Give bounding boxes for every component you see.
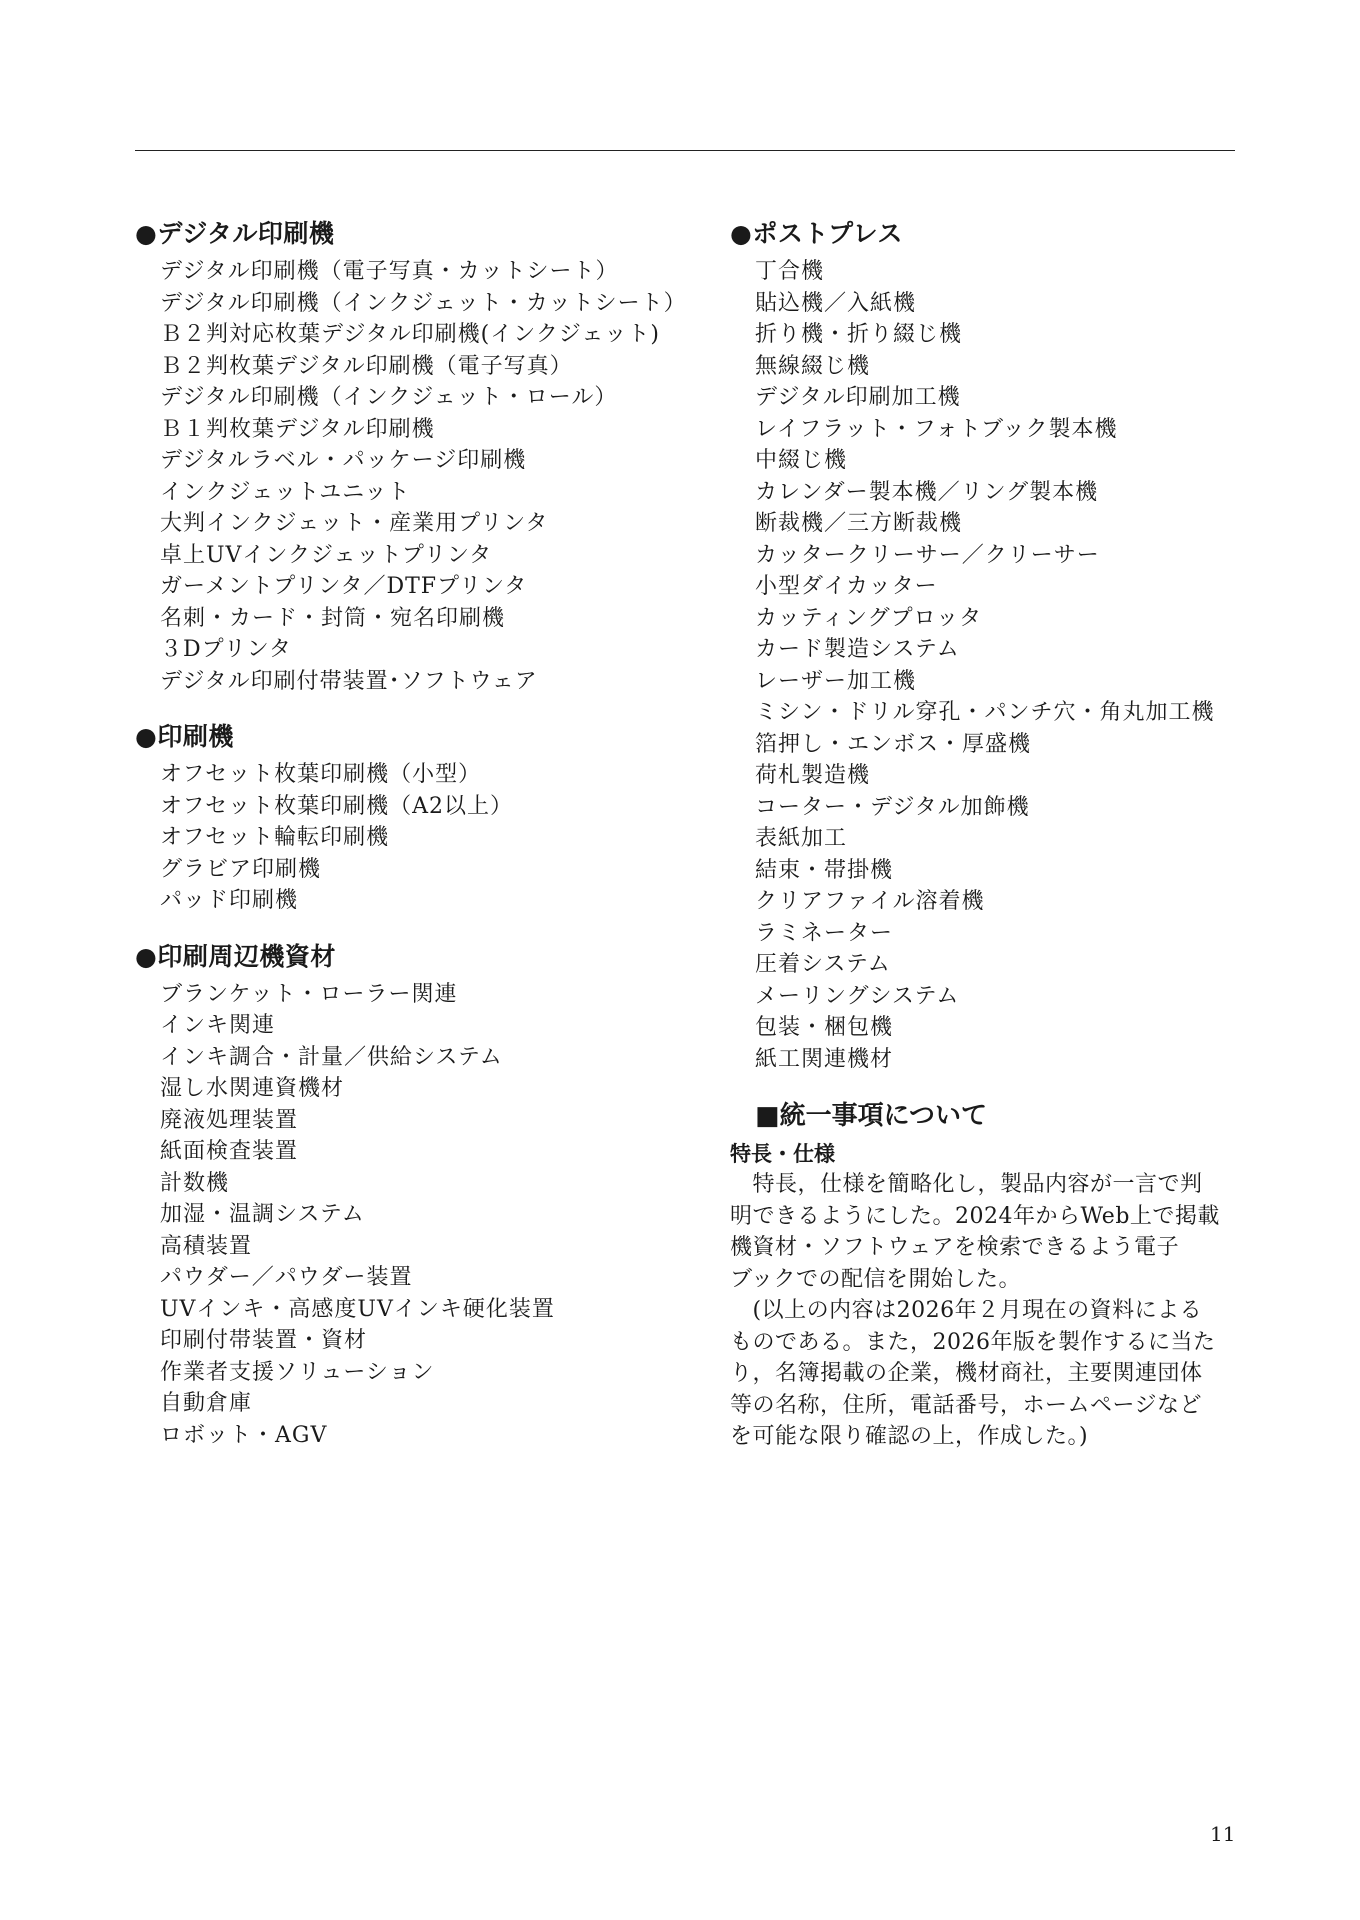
list-item: 小型ダイカッター [755, 574, 938, 599]
list-item: メーリングシステム [755, 983, 960, 1009]
list-item: 名刺・カード・封筒・宛名印刷機 [160, 605, 506, 631]
list-item: 折り機・折り綴じ機 [755, 322, 963, 347]
paragraph-line: 明できるようにした。2024年からWeb上で掲載 [730, 1203, 1220, 1229]
list-item: デジタルラベル・パッケージ印刷機 [160, 448, 527, 473]
list-item: 包装・梱包機 [755, 1015, 894, 1040]
item-list [135, 979, 635, 1452]
list-item: 紙面検査装置 [160, 1139, 299, 1164]
list-item: パッド印刷機 [160, 888, 299, 913]
list-item: オフセット輪転印刷機 [160, 825, 390, 850]
list-item: 貼込機／入紙機 [755, 290, 917, 316]
paragraph-line: を可能な限り確認の上，作成した。) [730, 1424, 1089, 1449]
list-item: 自動倉庫 [160, 1391, 253, 1416]
page-number: 11 [1210, 1822, 1236, 1846]
list-item: カッタークリーサー／クリーサー [755, 542, 1100, 568]
list-item: ３Dプリンタ [160, 637, 292, 662]
list-item: レイフラット・フォトブック製本機 [755, 416, 1118, 442]
item-list [730, 256, 1240, 1075]
list-item: 丁合機 [755, 259, 825, 284]
item-list [135, 256, 687, 697]
paragraph-line: 特長，仕様を簡略化し，製品内容が一言で判 [730, 1172, 1203, 1197]
list-item: インキ調合・計量／供給システム [160, 1044, 503, 1070]
list-item: ラミネーター [755, 920, 894, 946]
paragraph-line: 等の名称，住所，電話番号，ホームページなど [730, 1392, 1203, 1418]
right-column [730, 212, 1240, 1453]
list-item: 加湿・温調システム [160, 1202, 365, 1227]
list-item: グラビア印刷機 [160, 856, 322, 882]
section-heading: ●印刷周辺機資材 [135, 941, 336, 971]
notice-subheading: 特長・仕様 [730, 1142, 835, 1166]
list-item: 表紙加工 [755, 826, 848, 851]
list-item: 荷札製造機 [755, 763, 871, 788]
paragraph-line: 機資材・ソフトウェアを検索できるよう電子 [730, 1235, 1180, 1260]
notice-heading: ■統一事項について [755, 1101, 988, 1131]
list-item: 作業者支援ソリューション [160, 1359, 435, 1385]
list-item: オフセット枚葉印刷機（小型） [160, 762, 482, 787]
section-heading: ●デジタル印刷機 [135, 219, 335, 248]
list-item: 卓上UVインクジェットプリンタ [160, 542, 493, 568]
paragraph-line: ブックでの配信を開始した。 [730, 1266, 1021, 1292]
list-item: 圧着システム [755, 952, 891, 977]
list-item: 印刷付帯装置・資材 [160, 1328, 368, 1353]
list-item: 計数機 [160, 1170, 230, 1196]
list-item: 大判インクジェット・産業用プリンタ [160, 511, 549, 536]
list-item: 湿し水関連資機材 [160, 1076, 345, 1101]
list-item: UVインキ・高感度UVインキ硬化装置 [160, 1296, 555, 1322]
section-printing-presses [135, 715, 635, 917]
paragraph-line: (以上の内容は2026年２月現在の資料による [730, 1298, 1203, 1323]
section-postpress [730, 212, 1240, 1075]
notice-paragraph [730, 1169, 1240, 1453]
list-item: カレンダー製本機／リング製本機 [755, 479, 1099, 505]
header-rule [135, 150, 1235, 151]
list-item: デジタル印刷機（インクジェット・カットシート） [160, 290, 687, 316]
paragraph-line: ものである。また，2026年版を製作するに当た [730, 1329, 1216, 1355]
list-item: 無線綴じ機 [755, 353, 871, 379]
list-item: 高積装置 [160, 1233, 253, 1259]
paragraph-line: り，名簿掲載の企業，機材商社，主要関連団体 [730, 1361, 1203, 1386]
notice-block [730, 1093, 1240, 1453]
list-item: インキ関連 [160, 1013, 276, 1038]
section-heading: ●ポストプレス [730, 219, 903, 248]
list-item: ガーメントプリンタ／DTFプリンタ [160, 574, 528, 599]
list-item: オフセット枚葉印刷機（A2以上） [160, 793, 514, 819]
list-item: ブランケット・ローラー関連 [160, 981, 458, 1007]
list-item: 結束・帯掛機 [755, 857, 894, 883]
list-item: カッティングプロッタ [755, 605, 983, 631]
list-item: 紙工関連機材 [755, 1046, 894, 1072]
list-item: 箔押し・エンボス・厚盛機 [755, 731, 1032, 757]
list-item: ミシン・ドリル穿孔・パンチ穴・角丸加工機 [755, 700, 1215, 725]
section-heading: ●印刷機 [135, 722, 234, 751]
list-item: デジタル印刷機（電子写真・カットシート） [160, 259, 619, 284]
list-item: Ｂ２判枚葉デジタル印刷機（電子写真） [160, 353, 573, 379]
list-item: パウダー／パウダー装置 [160, 1265, 413, 1290]
list-item: デジタル印刷加工機 [755, 385, 961, 410]
list-item: デジタル印刷付帯装置･ソフトウェア [160, 668, 538, 694]
item-list [135, 759, 635, 917]
list-item: デジタル印刷機（インクジェット・ロール） [160, 385, 618, 410]
list-item: 廃液処理装置 [160, 1107, 299, 1133]
section-digital-printers [135, 212, 687, 697]
list-item: カード製造システム [755, 637, 960, 662]
section-press-peripherals [135, 935, 635, 1452]
list-item: ロボット・AGV [160, 1422, 328, 1448]
list-item: 中綴じ機 [755, 448, 848, 473]
list-item: レーザー加工機 [755, 668, 917, 694]
list-item: インクジェットユニット [160, 479, 411, 505]
list-item: コーター・デジタル加飾機 [755, 794, 1030, 820]
list-item: Ｂ１判枚葉デジタル印刷機 [160, 416, 435, 442]
list-item: 断裁機／三方断裁機 [755, 511, 963, 536]
left-column [135, 212, 687, 1469]
list-item: クリアファイル溶着機 [755, 889, 985, 914]
list-item: Ｂ２判対応枚葉デジタル印刷機(インクジェット) [160, 322, 660, 347]
